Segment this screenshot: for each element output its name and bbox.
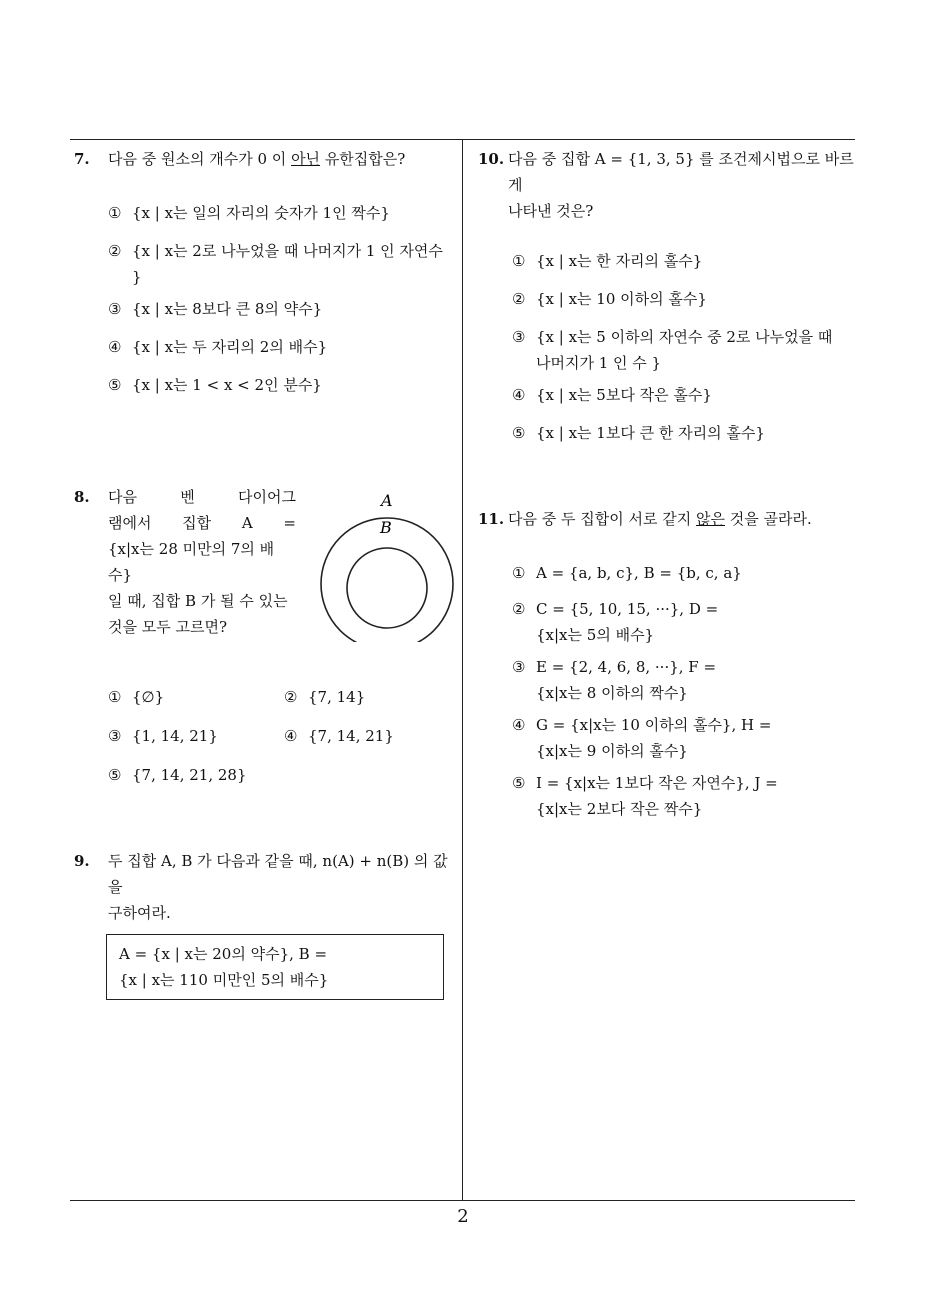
option-5[interactable]: ⑤ {7, 14, 21, 28}: [108, 766, 247, 784]
option-2[interactable]: ② {7, 14}: [284, 688, 366, 706]
option-5[interactable]: ⑤ {x | x는 1 < x < 2인 분수}: [108, 376, 322, 394]
question-number: 10.: [478, 150, 505, 168]
page-number: 2: [457, 1206, 469, 1227]
option-4[interactable]: ④ {7, 14, 21}: [284, 727, 394, 745]
question-number: 7.: [74, 150, 90, 168]
option-2[interactable]: ② {x | x는 10 이하의 홀수}: [512, 290, 707, 308]
left-column: [74, 146, 456, 989]
options-grid: [108, 684, 456, 788]
venn-diagram: [319, 482, 459, 642]
question-text: 다음 중 집합 A = {1, 3, 5} 를 조건제시법으로 바르게 나타낸 것은?: [508, 150, 854, 220]
box-line-1: A = {x | x는 20의 약수}, B =: [119, 945, 328, 963]
question-10: [478, 146, 860, 446]
set-a-label: A: [381, 491, 393, 510]
option-1[interactable]: ① {∅}: [108, 688, 165, 706]
option-4[interactable]: ④ G = {x|x는 10 이하의 홀수}, H = {x|x는 9 이하의 홀수}: [512, 716, 772, 760]
question-text: 다음 벤 다이어그 램에서 집합 A = {x|x는 28 미만의 7의 배수} 일 때, 집합 B 가 될 수 있는 것을 모두 고르면?: [108, 488, 296, 636]
option-1[interactable]: ① {x | x는 일의 자리의 숫자가 1인 짝수}: [108, 204, 390, 222]
option-3[interactable]: ③ E = {2, 4, 6, 8, ···}, F = {x|x는 8 이하의 짝수}: [512, 658, 717, 702]
column-divider: [462, 139, 463, 1201]
option-1[interactable]: ① A = {a, b, c}, B = {b, c, a}: [512, 564, 742, 582]
option-1[interactable]: ① {x | x는 한 자리의 홀수}: [512, 252, 703, 270]
question-number: 9.: [74, 852, 90, 870]
question-11: [478, 506, 860, 822]
bottom-rule: [70, 1200, 855, 1201]
box-line-2: {x | x는 110 미만인 5의 배수}: [119, 971, 329, 989]
option-2[interactable]: ② {x | x는 2로 나누었을 때 나머지가 1 인 자연수 }: [108, 242, 443, 286]
option-3[interactable]: ③ {x | x는 5 이하의 자연수 중 2로 나누었을 때 나머지가 1 인 수 }: [512, 328, 833, 372]
question-7: [74, 146, 456, 398]
question-8: [74, 484, 456, 788]
question-9: [74, 848, 456, 1000]
option-5[interactable]: ⑤ {x | x는 1보다 큰 한 자리의 홀수}: [512, 424, 765, 442]
option-4[interactable]: ④ {x | x는 두 자리의 2의 배수}: [108, 338, 328, 356]
question-text: 두 집합 A, B 가 다음과 같을 때, n(A) + n(B) 의 값을 구하여라.: [108, 852, 448, 922]
option-3[interactable]: ③ {1, 14, 21}: [108, 727, 218, 745]
option-4[interactable]: ④ {x | x는 5보다 작은 홀수}: [512, 386, 712, 404]
option-2[interactable]: ② C = {5, 10, 15, ···}, D = {x|x는 5의 배수}: [512, 600, 719, 644]
option-3[interactable]: ③ {x | x는 8보다 큰 8의 약수}: [108, 300, 323, 318]
right-column: [478, 146, 860, 818]
question-text: 다음 중 두 집합이 서로 같지 않은 것을 골라라.: [508, 510, 812, 528]
option-5[interactable]: ⑤ I = {x|x는 1보다 작은 자연수}, J = {x|x는 2보다 작은 짝수}: [512, 774, 778, 818]
question-number: 8.: [74, 488, 90, 506]
question-number: 11.: [478, 510, 505, 528]
question-text: 다음 중 원소의 개수가 0 이 아닌 유한집합은?: [108, 150, 406, 168]
given-sets-box: [106, 934, 444, 1000]
set-b-label: B: [380, 518, 392, 537]
